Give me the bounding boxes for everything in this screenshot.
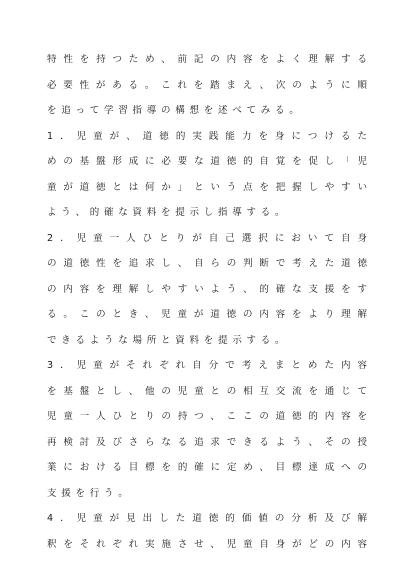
- text-line: めの基盤形成に必要な道徳的自覚を促し「児: [47, 156, 367, 167]
- text-line: る。このとき、児童が道徳の内容をより理解: [47, 309, 367, 320]
- text-line: できるような場所と資料を提示する。: [47, 335, 290, 346]
- text-line: を基盤とし、他の児童との相互交流を通じて: [47, 386, 367, 397]
- text-line: よう、的確な資料を提示し指導する。: [47, 207, 290, 218]
- text-line: の道徳性を追求し、自らの判断で考えた道徳: [47, 258, 367, 269]
- text-line: 童が道徳とは何か」という点を把握しやすい: [47, 182, 367, 193]
- text-line: 業における目標を的確に定め、目標達成への: [47, 462, 367, 473]
- text-line: 3．児童がそれぞれ自分で考えまとめた内容: [47, 360, 367, 371]
- text-line: 必要性がある。これを踏まえ、次のように順: [47, 80, 367, 91]
- text-line: 釈をそれぞれ実施させ、児童自身がどの内容: [47, 539, 367, 550]
- text-line: 支援を行う。: [47, 488, 133, 499]
- text-line: 2．児童一人ひとりが自己選択において自身: [47, 233, 367, 244]
- text-line: 特性を持つため、前記の内容をよく理解する: [47, 54, 367, 65]
- text-line: の内容を理解しやすいよう、的確な支援をす: [47, 284, 367, 295]
- text-line: を追って学習指導の構想を述べてみる。: [47, 105, 304, 116]
- text-line: 再検討及びさらなる追求できるよう、その授: [47, 437, 367, 448]
- text-line: 児童一人ひとりの持つ、ここの道徳的内容を: [47, 411, 367, 422]
- text-line: 1．児童が、道徳的実践能力を身につけるた: [47, 131, 367, 142]
- text-line: 4．児童が見出した道徳的価値の分析及び解: [47, 513, 367, 524]
